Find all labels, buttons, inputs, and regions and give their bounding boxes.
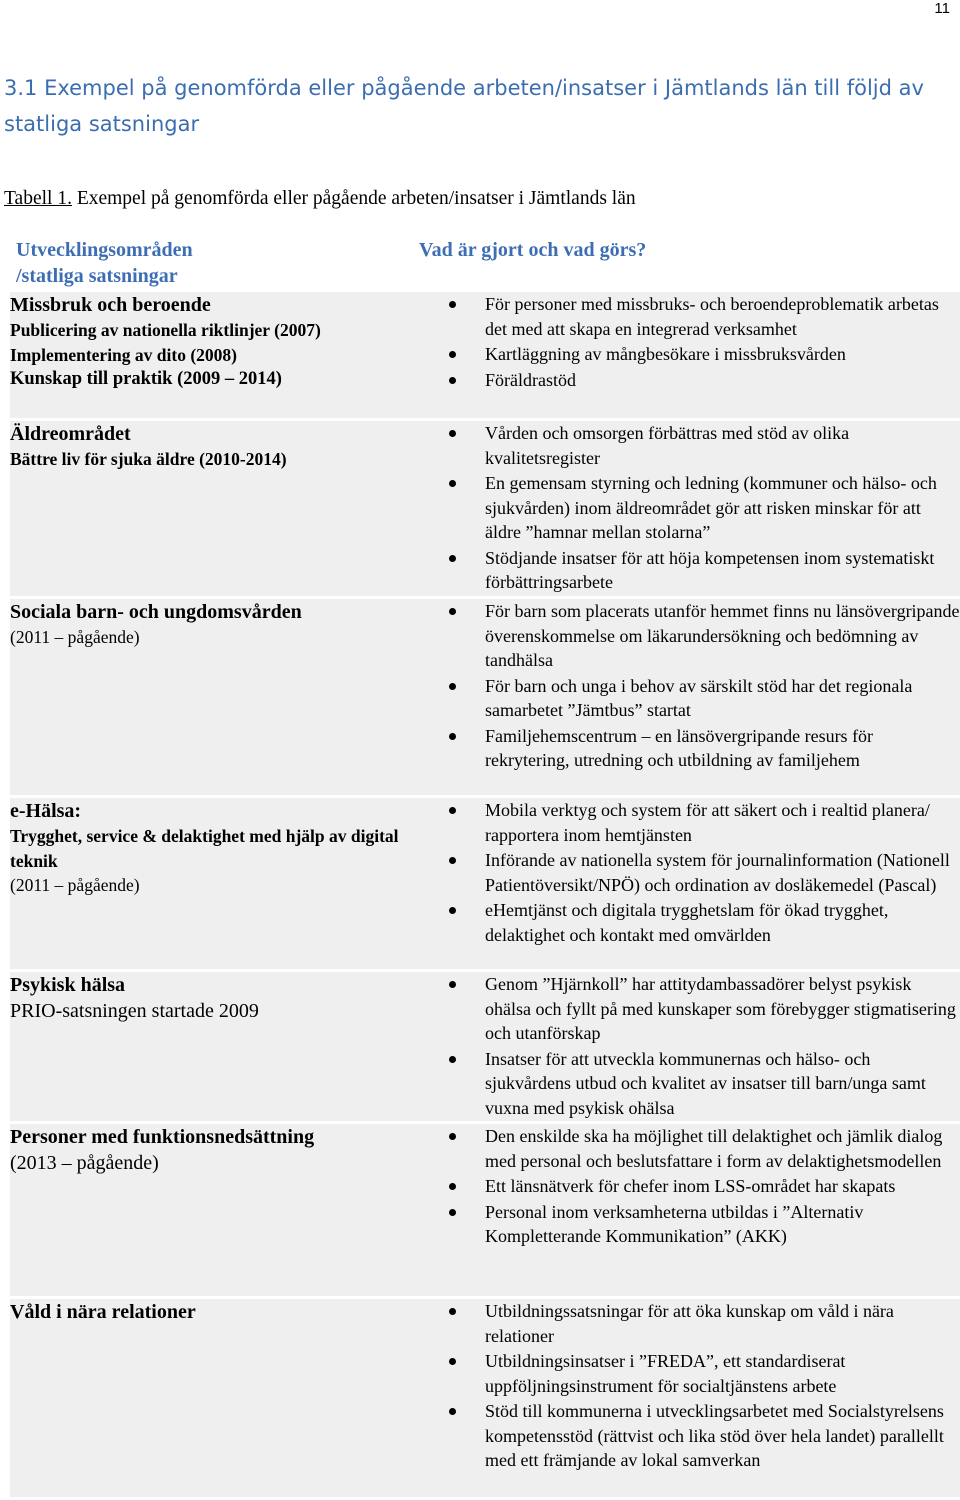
list-item: För barn och unga i behov av särskilt stöd har det regionala samarbetet ”Jämtbus” startat bbox=[413, 674, 960, 723]
list-item: Vården och omsorgen förbättras med stöd av olika kvalitetsregister bbox=[413, 421, 960, 470]
area-cell bbox=[10, 1124, 413, 1296]
actions-cell bbox=[413, 972, 960, 1121]
actions-list bbox=[413, 972, 960, 1120]
area-title: Äldreområdet bbox=[10, 423, 131, 445]
list-item: Införande av nationella system för journalinformation (Nationell Patientöversikt/NPÖ) och ordination av dosläkemedel (Pascal) bbox=[413, 848, 960, 897]
list-item: Utbildningssatsningar för att öka kunskap om våld i nära relationer bbox=[413, 1299, 960, 1348]
list-item: Stödjande insatser för att höja kompetensen inom systematiskt förbättringsarbete bbox=[413, 546, 960, 595]
area-cell bbox=[10, 599, 413, 795]
header-actions: Vad är gjort och vad görs? bbox=[419, 239, 647, 261]
list-item: Insatser för att utveckla kommunernas och hälso- och sjukvårdens utbud och kvalitet av insatser till barn/unga samt vuxna med psykisk ohälsa bbox=[413, 1047, 960, 1121]
area-cell bbox=[10, 798, 413, 969]
actions-cell bbox=[413, 1124, 960, 1296]
area-subtitle: Kunskap till praktik (2009 – 2014) bbox=[10, 369, 282, 389]
area-title: e-Hälsa: bbox=[10, 800, 82, 822]
actions-cell bbox=[413, 292, 960, 418]
page-number: 11 bbox=[934, 0, 950, 17]
actions-list bbox=[413, 798, 960, 947]
area-title: Missbruk och beroende bbox=[10, 294, 211, 316]
insatser-table bbox=[10, 234, 960, 1500]
area-subtitle: Trygghet, service & delaktighet med hjälp av digital teknik bbox=[10, 826, 399, 871]
list-item: Genom ”Hjärnkoll” har attitydambassadörer belyst psykisk ohälsa och fyllt på med kunskaper som förebygger stigmatisering och utanförskap bbox=[413, 972, 960, 1046]
table-caption bbox=[4, 188, 636, 210]
area-cell bbox=[10, 292, 413, 418]
table-row bbox=[10, 798, 960, 969]
area-title: Psykisk hälsa bbox=[10, 974, 126, 996]
list-item: En gemensam styrning och ledning (kommuner och hälso- och sjukvården) inom äldreområdet gör att risken minskar för att äldre ”hamnar mellan stolarna” bbox=[413, 471, 960, 545]
list-item: eHemtjänst och digitala trygghetslam för ökad trygghet, delaktighet och kontakt med omvärlden bbox=[413, 898, 960, 947]
list-item: Föräldrastöd bbox=[413, 368, 960, 393]
area-title: Personer med funktionsnedsättning bbox=[10, 1126, 315, 1148]
header-areas-line1: Utvecklingsområden bbox=[16, 239, 193, 261]
table-caption-label: Tabell 1. bbox=[4, 188, 72, 209]
table-row bbox=[10, 292, 960, 418]
area-note: (2011 – pågående) bbox=[10, 875, 140, 895]
actions-cell bbox=[413, 599, 960, 795]
table-row bbox=[10, 421, 960, 596]
actions-list bbox=[413, 421, 960, 595]
list-item: Mobila verktyg och system för att säkert och i realtid planera/ rapportera inom hemtjänsten bbox=[413, 798, 960, 847]
section-heading: 3.1 Exempel på genomförda eller pågående arbeten/insatser i Jämtlands län till följd av statliga satsningar bbox=[4, 76, 924, 136]
area-cell bbox=[10, 421, 413, 596]
header-areas-line2: /statliga satsningar bbox=[16, 265, 178, 287]
area-note: (2013 – pågående) bbox=[10, 1152, 159, 1174]
list-item: Den enskilde ska ha möjlighet till delaktighet och jämlik dialog med personal och beslutsfattare i form av delaktighetsmodellen bbox=[413, 1124, 960, 1173]
actions-list bbox=[413, 292, 960, 392]
list-item: Kartläggning av mångbesökare i missbruksvården bbox=[413, 342, 960, 367]
list-item: För personer med missbruks- och beroendeproblematik arbetas det med att skapa en integrerad verksamhet bbox=[413, 292, 960, 341]
area-note: PRIO-satsningen startade 2009 bbox=[10, 1000, 259, 1022]
area-cell bbox=[10, 1299, 413, 1497]
area-title: Sociala barn- och ungdomsvården bbox=[10, 601, 302, 623]
table-caption-text: Exempel på genomförda eller pågående arbeten/insatser i Jämtlands län bbox=[71, 188, 636, 209]
area-cell bbox=[10, 972, 413, 1121]
list-item: Utbildningsinsatser i ”FREDA”, ett standardiserat uppföljningsinstrument för socialtjänstens arbete bbox=[413, 1349, 960, 1398]
actions-list bbox=[413, 1124, 960, 1249]
list-item: Ett länsnätverk för chefer inom LSS-området har skapats bbox=[413, 1174, 960, 1199]
actions-list bbox=[413, 599, 960, 773]
actions-cell bbox=[413, 421, 960, 596]
list-item: Stöd till kommunerna i utvecklingsarbetet med Socialstyrelsens kompetensstöd (rättvist och lika stöd över hela landet) parallellt med ett främjande av lokal samverkan bbox=[413, 1399, 960, 1473]
actions-cell bbox=[413, 798, 960, 969]
actions-list bbox=[413, 1299, 960, 1473]
list-item: Familjehemscentrum – en länsövergripande resurs för rekrytering, utredning och utbildning av familjehem bbox=[413, 724, 960, 773]
area-subtitle: Publicering av nationella riktlinjer (2007) bbox=[10, 320, 321, 340]
header-areas bbox=[10, 237, 413, 289]
actions-cell bbox=[413, 1299, 960, 1497]
table-row bbox=[10, 1124, 960, 1296]
table-header-row bbox=[10, 237, 960, 289]
area-title: Våld i nära relationer bbox=[10, 1301, 196, 1323]
table-row bbox=[10, 1299, 960, 1497]
table-row bbox=[10, 972, 960, 1121]
area-subtitle: Implementering av dito (2008) bbox=[10, 344, 237, 365]
list-item: För barn som placerats utanför hemmet finns nu länsövergripande överenskommelse om läkarundersökning och bedömning av tandhälsa bbox=[413, 599, 960, 673]
table-row bbox=[10, 599, 960, 795]
area-subtitle: Bättre liv för sjuka äldre (2010-2014) bbox=[10, 449, 287, 469]
list-item: Personal inom verksamheterna utbildas i ”Alternativ Kompletterande Kommunikation” (AKK) bbox=[413, 1200, 960, 1249]
area-note: (2011 – pågående) bbox=[10, 627, 140, 647]
